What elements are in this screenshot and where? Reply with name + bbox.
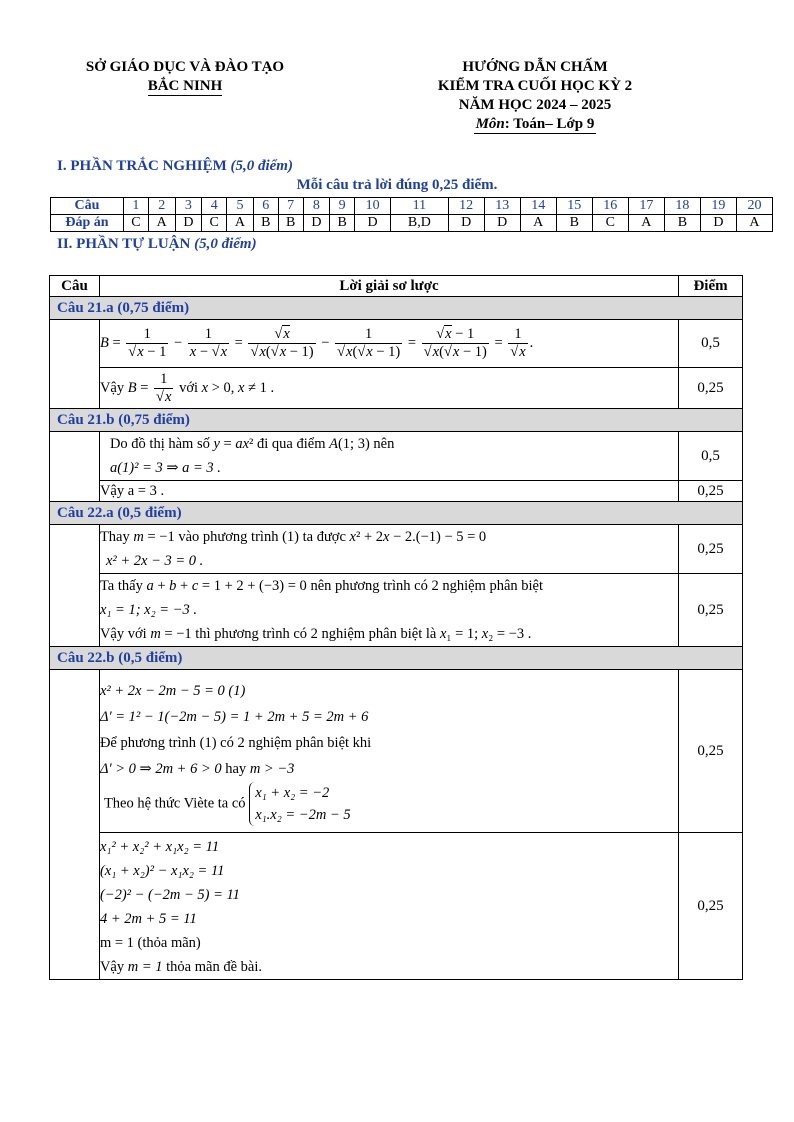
equation: (x₁ + x₂)² − x₁x₂ = 11 (99, 863, 225, 879)
question-22b-header (50, 647, 743, 670)
question-number-20: 20 (736, 198, 772, 215)
conclusion-word: Vậy (99, 379, 125, 396)
answer-19: D (700, 215, 736, 232)
q21a-step2 (50, 368, 743, 409)
answer-1: C (124, 215, 149, 232)
answer-2: A (148, 215, 175, 232)
question-number-9: 9 (330, 198, 355, 215)
q22b-step1-points: 0,25 (679, 670, 743, 833)
text: thỏa mãn đề bài. (166, 959, 262, 975)
question-21b-header (50, 409, 743, 432)
part1-note: Mỗi câu trả lời đúng 0,25 điểm. (296, 177, 498, 193)
answer-3: D (175, 215, 202, 232)
text: nên phương trình có 2 nghiệm phân biệt (310, 578, 544, 594)
text: Ta thấy (99, 578, 143, 594)
answer-key-row (51, 215, 773, 232)
text: thì phương trình có 2 nghiệm phân biệt là (195, 626, 437, 642)
answer-question-row (51, 198, 773, 215)
doc-title: HƯỚNG DẪN CHẤM (462, 59, 608, 75)
text: Do đồ thị hàm số (109, 436, 210, 452)
answer-9: B (330, 215, 355, 232)
equation: 4 + 2m + 5 = 11 (99, 911, 197, 927)
question-number-13: 13 (484, 198, 520, 215)
q21a-step1-solution: B = $\frac{1}{√x - 1}$ − $\frac{1}{x - √x}$ = $\frac{√x}{√x(√x - 1)}$ − $\frac{1}{√x(√x - 1)}$ = $\frac{√x - 1}{√x(√x - 1)}$ = $\frac{1}{√x}$ . (99, 320, 678, 368)
subject-label: Môn (475, 116, 505, 132)
answer-20: A (736, 215, 772, 232)
answer-row-label: Đáp án (51, 215, 124, 232)
vieta-system (249, 782, 350, 826)
part2-points: (5,0 điểm) (194, 236, 257, 252)
part1-points: (5,0 điểm) (230, 158, 293, 174)
question-number-1: 1 (124, 198, 149, 215)
q22a-step2 (50, 574, 743, 647)
question-number-17: 17 (628, 198, 664, 215)
question-title: Câu 22.b (0,5 điểm) (50, 647, 743, 670)
answer-5: A (227, 215, 254, 232)
solution-table (49, 275, 743, 980)
question-number-6: 6 (253, 198, 278, 215)
question-number-16: 16 (592, 198, 628, 215)
question-number-2: 2 (148, 198, 175, 215)
question-number-11: 11 (391, 198, 449, 215)
exam-name: KIỂM TRA CUỐI HỌC KỲ 2 (437, 78, 633, 94)
answer-key-table (50, 197, 773, 232)
equation: a(1)² = 3 ⇒ a = 3 . (109, 460, 221, 476)
question-22a-header (50, 502, 743, 525)
inequality: Δ′ > 0 ⇒ 2m + 6 > 0 (99, 761, 222, 777)
question-number-7: 7 (278, 198, 303, 215)
document-title-header (400, 58, 670, 134)
vieta-sum: x₁ + x₂ = −2 (255, 785, 330, 801)
col-header-points: Điểm (679, 276, 743, 297)
question-number-12: 12 (448, 198, 484, 215)
text: Vậy với (99, 626, 147, 642)
discriminant: Δ′ = 1² − 1(−2m − 5) = 1 + 2m + 5 = 2m + 6 (99, 709, 369, 725)
equation: x₁² + x₂² + x₁x₂ = 11 (99, 839, 220, 855)
question-title: Câu 21.b (0,75 điểm) (50, 409, 743, 432)
answer-18: B (664, 215, 700, 232)
text: đi qua điểm (257, 436, 326, 452)
school-department-header (55, 58, 315, 96)
vieta-product: x₁.x₂ = −2m − 5 (255, 807, 351, 823)
text: vào phương trình (1) ta được (178, 529, 346, 545)
q21b-step2-points: 0,25 (679, 481, 743, 502)
col-header-solution: Lời giải sơ lược (99, 276, 678, 297)
q21b-step2 (50, 481, 743, 502)
department-name: SỞ GIÁO DỤC VÀ ĐÀO TẠO (85, 59, 285, 75)
question-number-4: 4 (202, 198, 227, 215)
province-name: BẮC NINH (147, 78, 223, 94)
question-21a-header (50, 297, 743, 320)
text: Vậy (99, 959, 125, 975)
subject-line (474, 116, 597, 134)
q22b-step1 (50, 670, 743, 833)
school-year: NĂM HỌC 2024 – 2025 (458, 97, 612, 113)
condition-word: với (179, 379, 199, 396)
answer-16: C (592, 215, 628, 232)
q21a-step2-points: 0,25 (679, 368, 743, 409)
question-title: Câu 22.a (0,5 điểm) (50, 502, 743, 525)
answer-14: A (520, 215, 556, 232)
question-title: Câu 21.a (0,75 điểm) (50, 297, 743, 320)
answer-7: B (278, 215, 303, 232)
condition: m > −3 (249, 761, 295, 777)
q22a-step2-points: 0,25 (679, 574, 743, 647)
answer-4: C (202, 215, 227, 232)
part1-title: I. PHẦN TRẮC NGHIỆM (57, 158, 231, 174)
subject-value: : Toán– Lớp 9 (504, 116, 595, 132)
question-row-label: Câu (51, 198, 124, 215)
text: nên (373, 436, 395, 452)
answer-8: D (303, 215, 330, 232)
question-number-19: 19 (700, 198, 736, 215)
q21b-step1 (50, 432, 743, 481)
q21a-step1-points: 0,5 (679, 320, 743, 368)
text: Để phương trình (1) có 2 nghiệm phân biệt khi (99, 735, 372, 751)
answer-12: D (448, 215, 484, 232)
text: Thay (99, 529, 130, 545)
equation: (−2)² − (−2m − 5) = 11 (99, 887, 240, 903)
answer-6: B (253, 215, 278, 232)
q21a-step2-solution: Vậy B = $\frac{1}{√x}$ với x > 0, x ≠ 1 . (99, 368, 678, 409)
q22b-step1-solution (99, 670, 678, 833)
text: Theo hệ thức Viète ta có (103, 795, 246, 812)
answer-10: D (355, 215, 391, 232)
result-value: m = 1 (127, 959, 163, 975)
answer-11: B,D (391, 215, 449, 232)
q22b-step2-points: 0,25 (679, 833, 743, 980)
text: hay (225, 761, 247, 777)
equation: x² + 2x − 3 = 0 . (105, 553, 204, 569)
q21b-step1-points: 0,5 (679, 432, 743, 481)
question-number-15: 15 (556, 198, 592, 215)
part1-heading (57, 158, 293, 175)
question-number-18: 18 (664, 198, 700, 215)
q21b-step1-solution: Do đồ thị hàm số y = ax² đi qua điểm A(1; 3) nên a(1)² = 3 ⇒ a = 3 . (99, 432, 678, 481)
q22b-step2-solution (99, 833, 678, 980)
question-number-8: 8 (303, 198, 330, 215)
q21b-step2-solution: Vậy a = 3 . (99, 481, 678, 502)
col-header-cau: Câu (50, 276, 100, 297)
q21a-step1 (50, 320, 743, 368)
question-number-3: 3 (175, 198, 202, 215)
equation: x² + 2x − 2m − 5 = 0 (1) (99, 683, 246, 699)
answer-13: D (484, 215, 520, 232)
table-header-row (50, 276, 743, 297)
result: m = 1 (thỏa mãn) (99, 935, 201, 951)
q22a-step1-solution: Thay m = −1 vào phương trình (1) ta được x² + 2x − 2.(−1) − 5 = 0 x² + 2x − 3 = 0 . (99, 525, 678, 574)
question-number-14: 14 (520, 198, 556, 215)
question-number-5: 5 (227, 198, 254, 215)
q22a-step1 (50, 525, 743, 574)
q22a-step2-solution: Ta thấy a + b + c = 1 + 2 + (−3) = 0 nên phương trình có 2 nghiệm phân biệt x₁ = 1; x₂ = −3 . Vậy với m = −1 thì phương trình có 2 nghiệm phân biệt là x₁ = 1; x₂ = −3 . (99, 574, 678, 647)
question-number-10: 10 (355, 198, 391, 215)
part2-title: II. PHẦN TỰ LUẬN (57, 236, 195, 252)
answer-17: A (628, 215, 664, 232)
roots: x₁ = 1; x₂ = −3 . (99, 602, 197, 618)
q22b-step2 (50, 833, 743, 980)
part2-heading (57, 236, 257, 253)
q22a-step1-points: 0,25 (679, 525, 743, 574)
answer-15: B (556, 215, 592, 232)
